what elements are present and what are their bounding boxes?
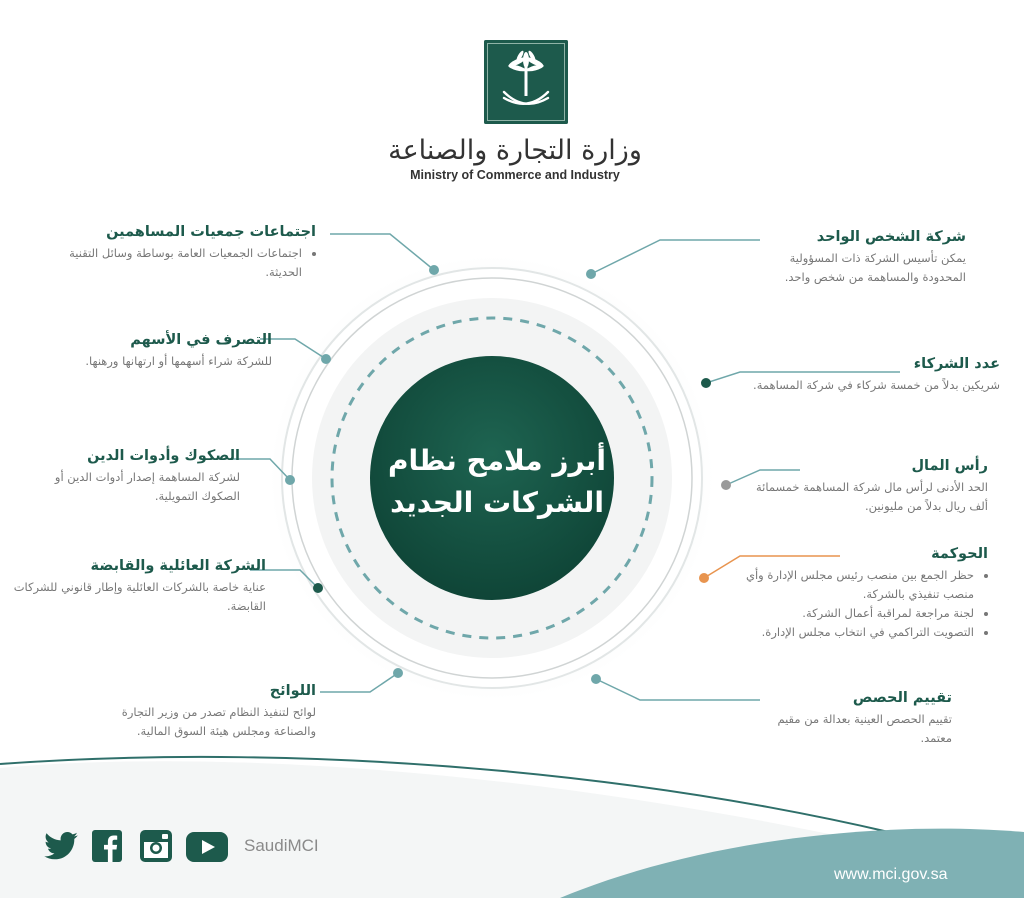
facebook-icon[interactable] <box>92 830 122 862</box>
palm-swords-icon <box>484 40 568 124</box>
ministry-name-arabic: وزارة التجارة والصناعة <box>388 135 642 166</box>
feature-list <box>60 244 316 282</box>
twitter-icon[interactable] <box>44 832 78 860</box>
feature-governance <box>722 546 988 642</box>
feature-family <box>10 558 266 616</box>
feature-shares <box>50 332 272 371</box>
feature-desc: لشركة المساهمة إصدار أدوات الدين أو الصكوك التمويلية. <box>54 470 240 503</box>
feature-valuation <box>760 690 952 748</box>
ministry-name-english: Ministry of Commerce and Industry <box>410 168 620 182</box>
feature-title: الصكوك وأدوات الدين <box>87 448 240 464</box>
feature-list <box>722 566 988 642</box>
feature-title: اجتماعات جمعيات المساهمين <box>106 224 316 240</box>
feature-regulations <box>94 683 316 741</box>
feature-desc: عناية خاصة بالشركات العائلية وإطار قانوني للشركات القابضة. <box>13 580 266 613</box>
feature-title: عدد الشركاء <box>913 356 1000 372</box>
feature-desc: شريكين بدلاً من خمسة شركاء في شركة المساهمة. <box>753 378 1000 392</box>
feature-desc: يمكن تأسيس الشركة ذات المسؤولية المحدودة والمساهمة من شخص واحد. <box>784 251 966 284</box>
center-title-line1: أبرز ملامح نظام <box>387 444 607 477</box>
social-bar <box>40 828 360 868</box>
website-url[interactable]: www.mci.gov.sa <box>834 866 948 883</box>
feature-desc: لوائح لتنفيذ النظام تصدر من وزير التجارة والصناعة ومجلس هيئة السوق المالية. <box>121 705 316 738</box>
ministry-emblem <box>484 40 568 124</box>
youtube-icon[interactable] <box>186 832 228 862</box>
feature-title: تقييم الحصص <box>852 690 952 706</box>
feature-desc: الحد الأدنى لرأس مال شركة المساهمة خمسمائة ألف ريال بدلاً من مليونين. <box>756 480 988 513</box>
feature-title: التصرف في الأسهم <box>130 332 272 348</box>
instagram-icon[interactable] <box>140 830 172 862</box>
list-item: • حظر الجمع بين منصب رئيس مجلس الإدارة وأي منصب تنفيذي بالشركة. <box>722 566 974 604</box>
center-title <box>372 440 622 524</box>
social-handle[interactable]: SaudiMCI <box>244 836 319 855</box>
feature-partners <box>728 356 1000 395</box>
list-item: • لجنة مراجعة لمراقبة أعمال الشركة. <box>722 604 974 623</box>
feature-one-person <box>760 229 966 287</box>
feature-title: شركة الشخص الواحد <box>816 229 966 245</box>
feature-sukuk <box>20 448 240 506</box>
feature-capital <box>756 458 988 516</box>
center-title-line2: الشركات الجديد <box>390 486 604 519</box>
feature-title: رأس المال <box>911 458 988 474</box>
list-item: • التصويت التراكمي في انتخاب مجلس الإدارة. <box>722 623 974 642</box>
feature-desc: تقييم الحصص العينية بعدالة من مقيم معتمد. <box>777 712 952 745</box>
feature-title: اللوائح <box>269 683 316 699</box>
feature-meetings <box>60 224 316 282</box>
list-item: • اجتماعات الجمعيات العامة بوساطة وسائل التقنية الحديثة. <box>60 244 302 282</box>
feature-title: الحوكمة <box>931 546 988 562</box>
feature-title: الشركة العائلية والقابضة <box>90 558 266 574</box>
feature-desc: للشركة شراء أسهمها أو ارتهانها ورهنها. <box>85 354 272 368</box>
